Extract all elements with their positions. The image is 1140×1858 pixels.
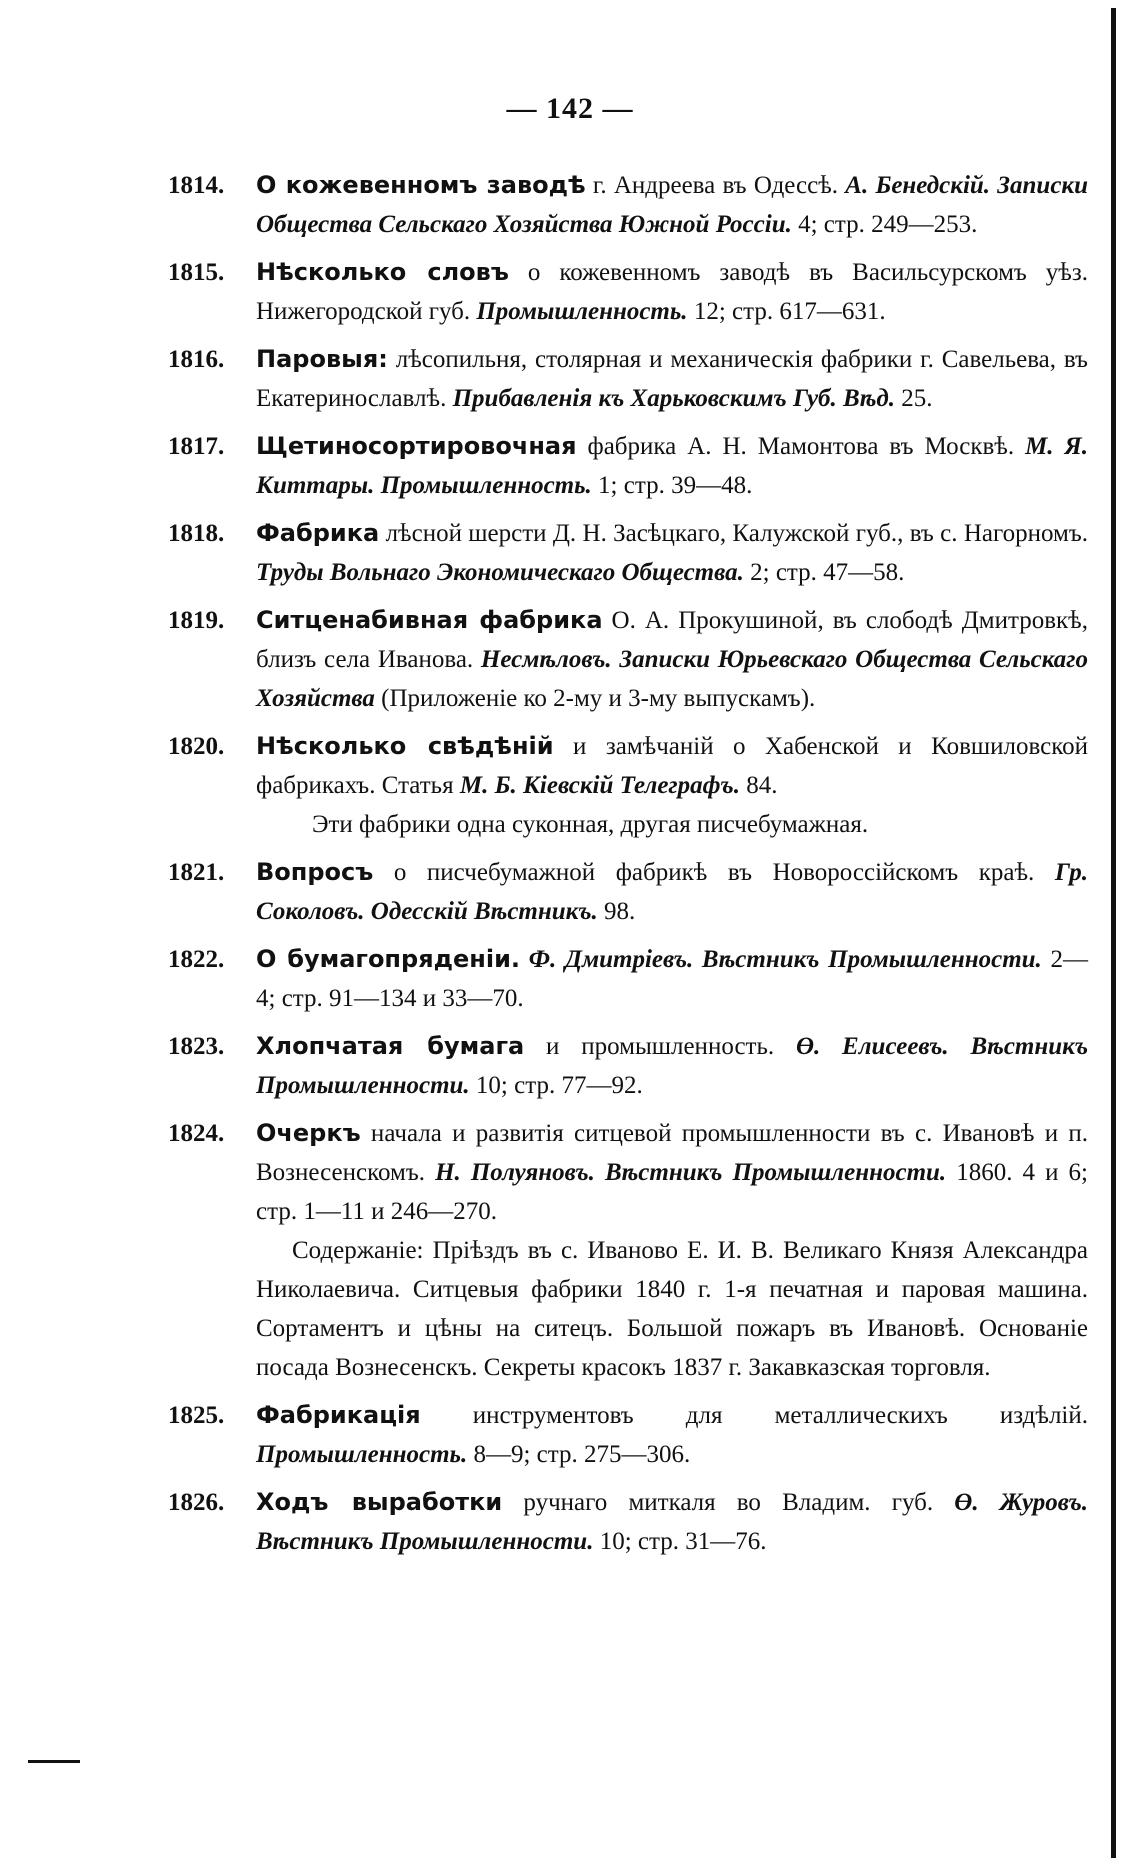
bibliography-list	[168, 166, 1088, 1570]
entry-source: А. Бенедскій. Записки Общества Сельскаго Хозяйства Южной Россіи.	[256, 172, 1088, 238]
entry-text: ручнаго миткаля во Владим. губ.	[502, 1489, 955, 1516]
bibliography-entry	[168, 853, 1088, 931]
entry-details: 8—9; стр. 275—306.	[467, 1441, 691, 1468]
entry-details: 2; стр. 47—58.	[743, 559, 905, 586]
entry-number: 1821.	[168, 859, 225, 886]
entry-source: Ө. Елисеевъ. Вѣстникъ Промышленности.	[256, 1033, 1089, 1099]
entry-body	[256, 1027, 1088, 1105]
entry-body	[256, 1483, 1088, 1561]
bibliography-entry	[168, 253, 1088, 331]
entry-details: 12; стр. 617—631.	[687, 298, 886, 325]
entry-body	[256, 340, 1088, 418]
entry-source: Н. Полуяновъ. Вѣстникъ Промышленности.	[435, 1159, 947, 1186]
entry-body	[256, 1396, 1088, 1474]
entry-body	[256, 1114, 1088, 1387]
entry-heading: Вопросъ	[256, 858, 374, 886]
entry-heading: Фабрикація	[256, 1401, 421, 1429]
entry-body	[256, 514, 1088, 592]
entry-body	[256, 427, 1088, 505]
entry-number: 1818.	[168, 520, 225, 547]
bibliography-entry	[168, 166, 1088, 244]
entry-text: о писчебумажной фабрикѣ въ Новороссійскомъ краѣ.	[373, 859, 1055, 886]
entry-text: г. Андреева въ Одессѣ.	[585, 172, 846, 199]
entry-details: 2—4; стр. 91—134 и 33—70.	[256, 946, 1088, 1012]
entry-heading: Ходъ выработки	[256, 1488, 503, 1516]
entry-text: и замѣчаній о Хабенской и Ковшиловской фабрикахъ. Статья	[256, 733, 1088, 799]
entry-details: 4; стр. 249—253.	[791, 211, 978, 238]
bibliography-entry	[168, 1483, 1088, 1561]
entry-heading: Очеркъ	[256, 1119, 361, 1147]
page-number: — 142 —	[506, 92, 634, 125]
entry-body	[256, 853, 1088, 931]
entry-details: 10; стр. 77—92.	[469, 1072, 643, 1099]
entry-body	[256, 727, 1088, 844]
bibliography-entry	[168, 514, 1088, 592]
entry-text: о кожевенномъ заводѣ въ Васильсурскомъ уѣз. Нижегородской губ.	[256, 259, 1088, 325]
entry-source: Ө. Журовъ. Вѣстникъ Промышленности.	[256, 1489, 1088, 1555]
entry-source: Ф. Дмитріевъ. Вѣстникъ Промышленности.	[528, 946, 1042, 973]
entry-number: 1819.	[168, 607, 225, 634]
entry-heading: О кожевенномъ заводѣ	[256, 171, 586, 199]
entry-source: Несмѣловъ. Записки Юрьевскаго Общества Сельскаго Хозяйства	[256, 646, 1088, 712]
entry-text: инструментовъ для металлическихъ издѣлій.	[420, 1402, 1088, 1429]
entry-number: 1825.	[168, 1402, 225, 1429]
entry-body	[256, 166, 1088, 244]
entry-details: 1860. 4 и 6; стр. 1—11 и 246—270.	[256, 1159, 1088, 1225]
entry-number: 1816.	[168, 346, 225, 373]
page-edge-rule	[1111, 8, 1116, 1858]
entry-source: Промышленность.	[256, 1441, 468, 1468]
entry-text: и промышленность.	[524, 1033, 796, 1060]
entry-details: 98.	[597, 898, 636, 925]
entry-heading: Фабрика	[256, 519, 380, 547]
entry-source: Прибавленія къ Харьковскимъ Губ. Вѣд.	[452, 385, 896, 412]
entry-number: 1823.	[168, 1033, 225, 1060]
entry-heading: Нѣсколько словъ	[256, 258, 509, 286]
entry-source: М. Б. Кіевскій Телеграфъ.	[459, 772, 740, 799]
entry-number: 1822.	[168, 946, 225, 973]
bibliography-entry	[168, 940, 1088, 1018]
bibliography-entry	[168, 340, 1088, 418]
entry-body	[256, 940, 1088, 1018]
bibliography-entry	[168, 1027, 1088, 1105]
entry-heading: Щетиносортировочная	[256, 432, 577, 460]
entry-source: Гр. Соколовъ. Одесскій Вѣстникъ.	[256, 859, 1088, 925]
entry-details: 10; стр. 31—76.	[593, 1528, 767, 1555]
bibliography-entry	[168, 427, 1088, 505]
entry-source: Промышленность.	[476, 298, 688, 325]
entry-details: (Приложеніе ко 2-му и 3-му выпускамъ).	[374, 685, 816, 712]
entry-note: Содержаніе: Пріѣздъ въ с. Иваново Е. И. В. Великаго Князя Александра Николаевича. Ситцевыя фабрики 1840 г. 1-я печатная и паровая машина. Сортаментъ и цѣны на ситецъ. Большой пожаръ въ Ивановѣ. Основаніе посада Вознесенскъ. Секреты красокъ 1837 г. Закавказская торговля.	[256, 1237, 1088, 1381]
entry-number: 1826.	[168, 1489, 225, 1516]
entry-details: 25.	[895, 385, 933, 412]
entry-number: 1815.	[168, 259, 225, 286]
margin-mark	[28, 1760, 80, 1763]
entry-heading: Нѣсколько свѣдѣній	[256, 732, 554, 760]
entry-number: 1814.	[168, 172, 225, 199]
entry-heading: Паровыя:	[256, 345, 388, 373]
entry-text: фабрика А. Н. Мамонтова въ Москвѣ.	[576, 433, 1026, 460]
entry-number: 1824.	[168, 1120, 225, 1147]
entry-details: 1; стр. 39—48.	[591, 472, 753, 499]
entry-number: 1817.	[168, 433, 225, 460]
entry-note: Эти фабрики одна суконная, другая писчебумажная.	[312, 811, 869, 838]
entry-text	[520, 946, 529, 973]
entry-text: лѣсопильня, столярная и механическія фабрики г. Савельева, въ Екатеринославлѣ.	[256, 346, 1088, 412]
entry-heading: Ситценабивная фабрика	[256, 606, 603, 634]
entry-number: 1820.	[168, 733, 225, 760]
entry-body	[256, 253, 1088, 331]
entry-body	[256, 601, 1088, 718]
entry-source: Труды Вольнаго Экономическаго Общества.	[256, 559, 744, 586]
entry-text: начала и развитія ситцевой промышленности въ с. Ивановѣ и п. Вознесенскомъ.	[256, 1120, 1088, 1186]
entry-heading: О бумагопряденіи.	[256, 945, 521, 973]
entry-details: 84.	[739, 772, 778, 799]
entry-heading: Хлопчатая бумага	[256, 1032, 525, 1060]
entry-text: лѣсной шерсти Д. Н. Засѣцкаго, Калужской губ., въ с. Нагорномъ.	[379, 520, 1088, 547]
entry-source: М. Я. Киттары. Промышленность.	[256, 433, 1088, 499]
bibliography-entry	[168, 1114, 1088, 1387]
entry-text: О. А. Прокушиной, въ слободѣ Дмитровкѣ, близъ села Иванова.	[256, 607, 1088, 673]
bibliography-entry	[168, 1396, 1088, 1474]
bibliography-entry	[168, 727, 1088, 844]
bibliography-entry	[168, 601, 1088, 718]
